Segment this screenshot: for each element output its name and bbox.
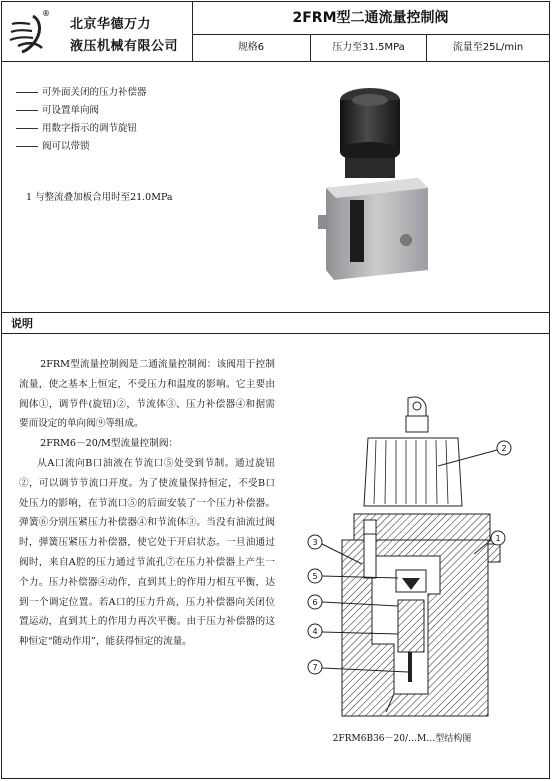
- paragraph: 2FRM6－20/M型流量控制阀：: [40, 438, 179, 450]
- company-name-line2: 液压机械有限公司: [70, 39, 179, 54]
- company-name-line1: 北京华德万力: [70, 17, 152, 32]
- callout-5: 5: [312, 572, 318, 581]
- spec-flow: 流量至25L/min: [452, 42, 524, 53]
- callout-2: 2: [501, 444, 507, 453]
- callout-1: 1: [495, 534, 501, 543]
- registered-mark: ®: [42, 9, 50, 18]
- dash-bullet: [16, 110, 38, 111]
- paragraph: 2FRM型流量控制阀是二通流量控制阀：该阀用于控制流量，使之基本上恒定，不受压力和温度的影响。它主要由阀体①，调节件(旋钮)②，节流体③、压力补偿器④和据需要而设定的单向阀⑨等组成。: [19, 359, 275, 430]
- spec-row: [192, 34, 549, 61]
- callout-7: 7: [312, 663, 318, 672]
- valve-photo: [298, 70, 448, 290]
- logo-icon: [2, 2, 64, 61]
- section-title: 说明: [11, 317, 33, 330]
- dash-bullet: [16, 92, 38, 93]
- dash-bullet: [16, 146, 38, 147]
- callout-3: 3: [312, 538, 318, 547]
- company-name: [64, 2, 193, 61]
- callout-4: 4: [312, 627, 318, 636]
- feature-list: [16, 84, 147, 156]
- document-title: 2FRM型二通流量控制阀: [192, 2, 549, 35]
- page-frame: [1, 1, 550, 779]
- footnote: 1 与整流叠加板合用时至21.0MPa: [26, 192, 173, 203]
- spec-pressure: 压力至31.5MPa: [311, 34, 427, 61]
- callout-6: 6: [312, 598, 318, 607]
- feature-item: 用数字指示的调节旋钮: [16, 120, 147, 138]
- feature-item: 可外面关闭的压力补偿器: [16, 84, 147, 102]
- paragraph: 从A口流向B口油液在节流口⑤处受到节制。通过旋钮②，可以调节节流口开度。为了使流量保持恒定，不受B口处压力的影响，在节流口⑤的后面安装了一个压力补偿器。弹簧⑥分别压紧压力补偿器④和节流体③。当没有油流过阀时，弹簧压紧压力补偿器，使它处于开启状态。一旦油通过阀时，来自A腔的压力通过节流孔⑦在压力补偿器上产生一个力。压力补偿器④动作，直到其上的作用力相互平衡，达到一个调定位置。若A口的压力升高，压力补偿器向关闭位置运动，直到其上的作用力再次平衡。由于压力补偿器的这种恒定“随动作用”，能获得恒定的流量。: [19, 457, 275, 648]
- company-logo: [2, 2, 64, 61]
- section-header: [2, 312, 549, 334]
- spec-size: 规格6: [192, 34, 311, 61]
- feature-item: 阀可以带锁: [16, 138, 147, 156]
- dash-bullet: [16, 128, 38, 129]
- feature-item: 可设置单向阀: [16, 102, 147, 120]
- figure-caption: 2FRM6B36－20/…M…型结构图: [332, 734, 472, 744]
- description-text: [19, 355, 275, 652]
- structure-drawing: [298, 394, 528, 729]
- header: [2, 2, 549, 62]
